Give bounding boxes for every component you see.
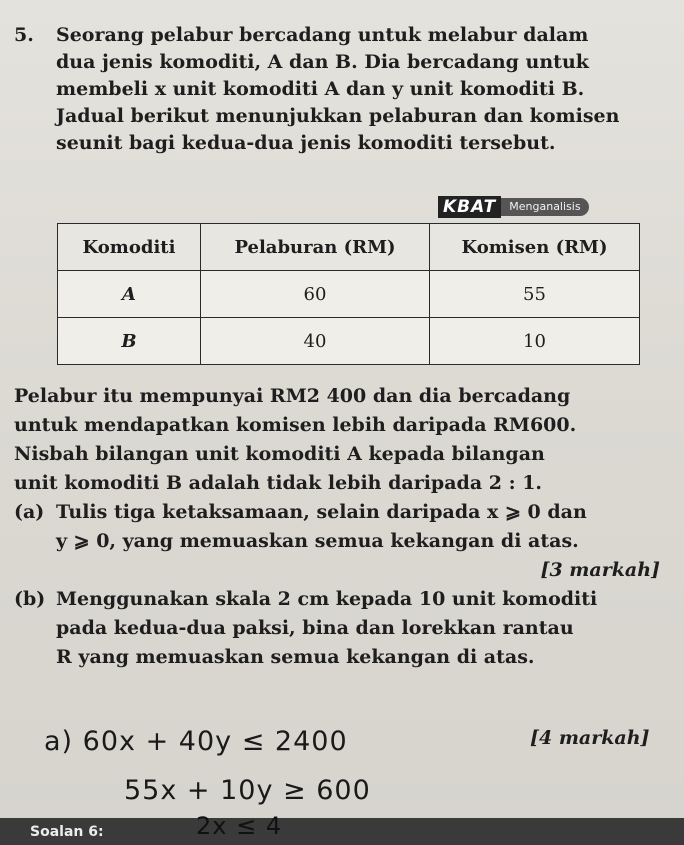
table-header-cell: Komisen (RM) <box>430 224 640 271</box>
intro-line-3: membeli x unit komoditi A dan y unit komoditi B. <box>56 78 585 100</box>
table-cell: A <box>58 271 201 318</box>
part-a-line-2: y ⩾ 0, yang memuaskan semua kekangan di atas. <box>56 530 579 552</box>
footer-label: Soalan 6: <box>30 824 104 840</box>
part-b-line-3: R yang memuaskan semua kekangan di atas. <box>56 646 535 668</box>
intro-line-2: dua jenis komoditi, A dan B. Dia bercadang untuk <box>56 51 589 73</box>
table-cell: B <box>58 318 201 365</box>
part-a-cont <box>14 527 660 556</box>
part-a-label: (a) <box>14 501 45 523</box>
part-b-cont-2 <box>14 643 660 672</box>
question-number: 5. <box>14 24 34 46</box>
handwritten-line-1: a) 60x + 40y ≤ 2400 <box>44 726 348 757</box>
table-cell: 55 <box>430 271 640 318</box>
commodity-table <box>57 223 640 365</box>
handwritten-line-3: 2x ≤ 4 <box>196 812 283 840</box>
table-cell: 40 <box>201 318 430 365</box>
part-b-marks: [4 markah] <box>530 727 650 749</box>
question-body <box>14 382 660 672</box>
part-a-line-1: Tulis tiga ketaksamaan, selain daripada x ⩾ 0 dan <box>56 501 587 523</box>
table-header-cell: Komoditi <box>58 224 201 271</box>
part-b-line-2: pada kedua-dua paksi, bina dan lorekkan rantau <box>56 617 574 639</box>
handwritten-line-2: 55x + 10y ≥ 600 <box>124 775 371 806</box>
part-a <box>14 498 660 527</box>
body-line-3: Nisbah bilangan unit komoditi A kepada bilangan <box>14 443 545 465</box>
kbat-badge <box>438 196 589 218</box>
intro-line-1: Seorang pelabur bercadang untuk melabur dalam <box>56 24 589 46</box>
kbat-logo: KBAT <box>438 196 501 218</box>
table-row <box>58 318 640 365</box>
spacer <box>14 643 56 672</box>
body-line-1: Pelabur itu mempunyai RM2 400 dan dia bercadang <box>14 385 571 407</box>
intro-line-5: seunit bagi kedua-dua jenis komoditi tersebut. <box>56 132 556 154</box>
question-intro <box>14 22 654 157</box>
body-line-4: unit komoditi B adalah tidak lebih daripada 2 : 1. <box>14 472 543 494</box>
spacer <box>14 527 56 556</box>
kbat-tag: Menganalisis <box>501 198 588 216</box>
part-b-label: (b) <box>14 588 46 610</box>
table-cell: 60 <box>201 271 430 318</box>
part-a-marks: [3 markah] <box>540 559 660 581</box>
table-row <box>58 271 640 318</box>
table-header-cell: Pelaburan (RM) <box>201 224 430 271</box>
part-b <box>14 585 660 614</box>
body-line-2: untuk mendapatkan komisen lebih daripada RM600. <box>14 414 577 436</box>
spacer <box>14 614 56 643</box>
table-cell: 10 <box>430 318 640 365</box>
intro-line-4: Jadual berikut menunjukkan pelaburan dan komisen <box>56 105 620 127</box>
part-b-line-1: Menggunakan skala 2 cm kepada 10 unit komoditi <box>56 588 598 610</box>
part-b-cont-1 <box>14 614 660 643</box>
table-header-row <box>58 224 640 271</box>
